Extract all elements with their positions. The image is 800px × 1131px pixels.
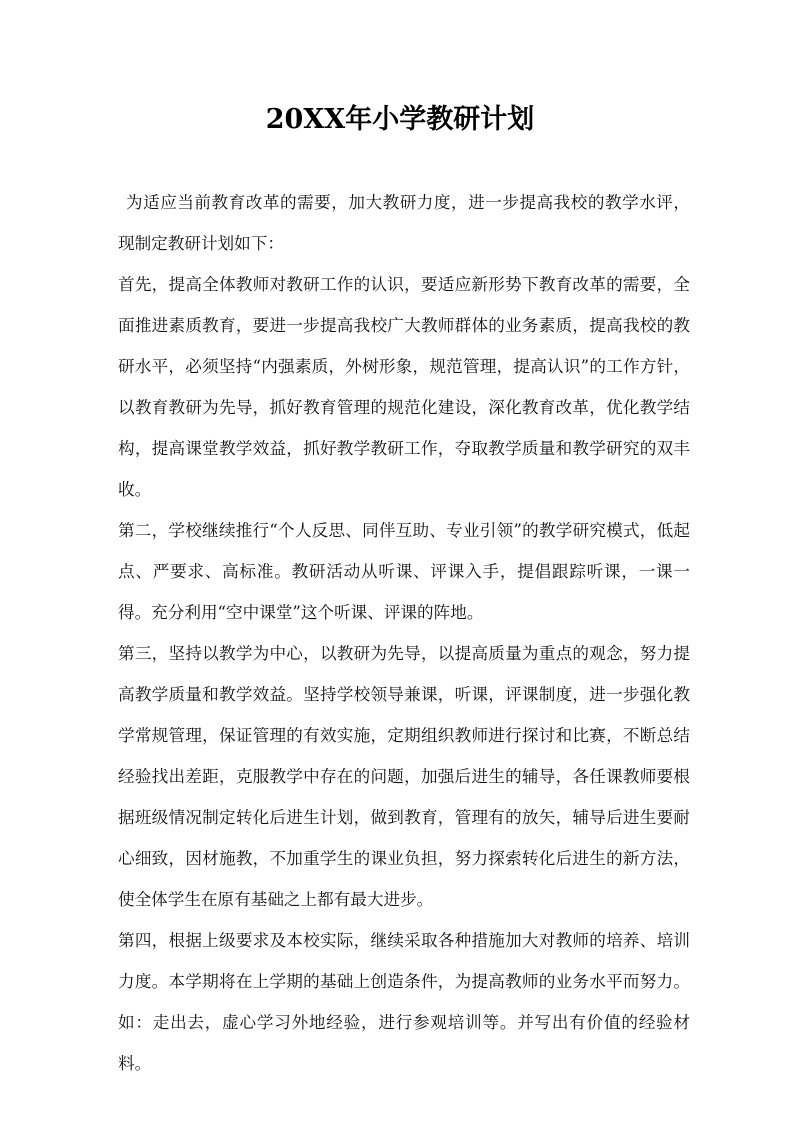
paragraph-first: 首先，提高全体教师对教研工作的认识，要适应新形势下教育改革的需要，全面推进素质教育，要进一步提高我校广大教师群体的业务素质，提高我校的教研水平，必须坚持“内强素质，外树形象，规范管理，提高认识”的工作方针，以教育教研为先导，抓好教育管理的规范化建设，深化教育改革，优化教学结构，提高课堂教学效益，抓好教学教研工作，夺取教学质量和教学研究的双丰收。 — [118, 275, 690, 499]
document-body — [118, 182, 690, 1084]
paragraph-third: 第三，坚持以教学为中心，以教研为先导，以提高质量为重点的观念，努力提高教学质量和教学效益。坚持学校领导兼课，听课，评课制度，进一步强化教学常规管理，保证管理的有效实施，定期组织教师进行探讨和比赛，不断总结经验找出差距，克服教学中存在的问题，加强后进生的辅导，各任课教师要根据班级情况制定转化后进生计划，做到教育，管理有的放矢，辅导后进生要耐心细致，因材施教，不加重学生的课业负担，努力探索转化后进生的新方法，使全体学生在原有基础之上都有最大进步。 — [118, 644, 690, 909]
paragraph-second: 第二，学校继续推行“个人反思、同伴互助、专业引领”的教学研究模式，低起点、严要求、高标准。教研活动从听课、评课入手，提倡跟踪听课，一课一得。充分利用“空中课堂”这个听课、评课的阵地。 — [118, 521, 690, 622]
document-title: 20XX年小学教研计划 — [265, 104, 535, 135]
paragraph-fourth: 第四，根据上级要求及本校实际，继续采取各种措施加大对教师的培养、培训力度。本学期将在上学期的基础上创造条件，为提高教师的业务水平而努力。如：走出去，虚心学习外地经验，进行参观培训等。并写出有价值的经验材料。 — [118, 931, 690, 1073]
paragraph-intro: 为适应当前教育改革的需要，加大教研力度，进一步提高我校的教学水评，现制定教研计划如下： — [118, 193, 690, 253]
